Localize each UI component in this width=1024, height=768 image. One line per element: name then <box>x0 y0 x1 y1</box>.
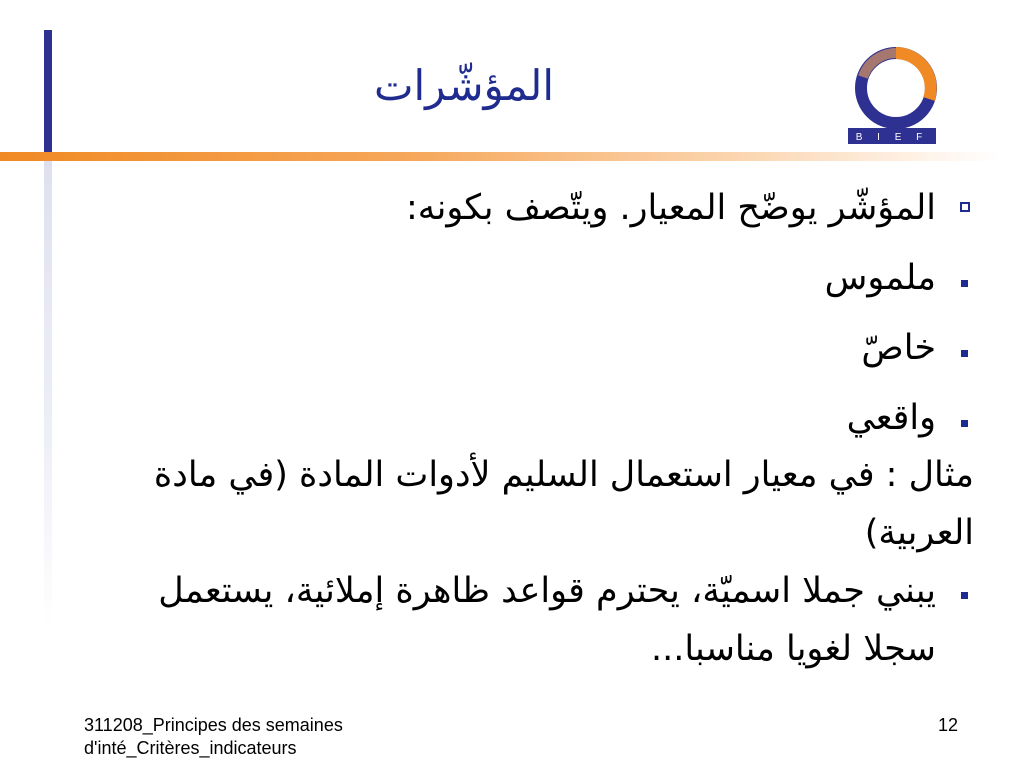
title-divider <box>0 152 1000 161</box>
left-accent-bar <box>44 30 52 156</box>
page-number: 12 <box>938 715 959 735</box>
bief-logo <box>846 42 938 146</box>
left-accent-bar-faded <box>44 160 52 630</box>
slide-title: المؤشّرات <box>373 61 554 110</box>
bullet-text: واقعي <box>846 398 936 438</box>
bullet-text: يبني جملا اسميّة، يحترم قواعد ظاهرة إملائية، يستعمل سجلا لغويا مناسبا... <box>158 571 936 669</box>
logo-text: B I E F <box>855 132 929 143</box>
dot-bullet-icon <box>961 420 968 427</box>
dot-bullet-icon <box>961 350 968 357</box>
example-text: مثال : في معيار استعمال السليم لأدوات المادة (في مادة العربية) <box>153 455 974 553</box>
bullet-item-realistic <box>150 390 974 446</box>
bullet-text: خاصّ <box>861 328 936 368</box>
square-bullet-icon <box>960 202 970 212</box>
dot-bullet-icon <box>961 592 968 599</box>
dot-bullet-icon <box>961 280 968 287</box>
bullet-item-example-detail <box>150 562 974 678</box>
bullet-item-specific <box>150 320 974 376</box>
footer-line-2: d'inté_Critères_indicateurs <box>84 738 297 758</box>
footer-caption <box>84 714 343 760</box>
slide-body <box>150 180 974 678</box>
footer-line-1: 311208_Principes des semaines <box>84 715 343 735</box>
bullet-item-definition <box>150 180 974 236</box>
bullet-item-concrete <box>150 250 974 306</box>
example-paragraph <box>150 446 974 562</box>
bullet-text: ملموس <box>824 258 936 298</box>
bullet-text: المؤشّر يوضّح المعيار. ويتّصف بكونه: <box>406 188 936 228</box>
